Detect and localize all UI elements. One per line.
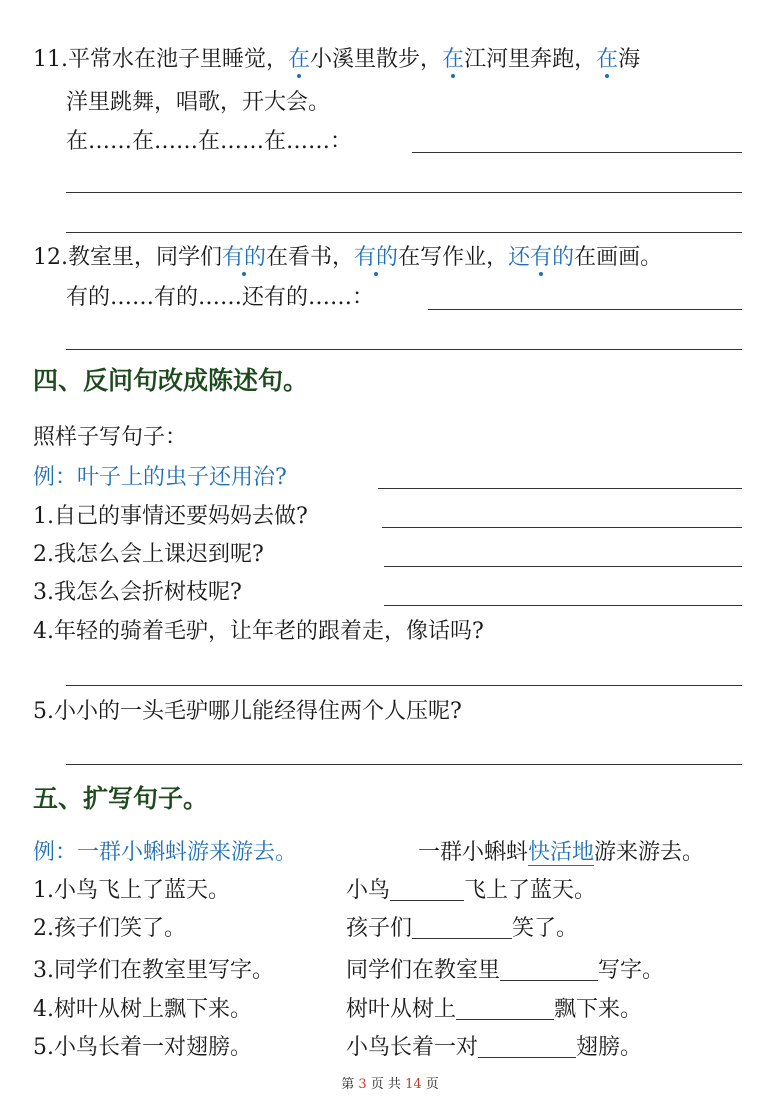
section5-title: 五、扩写句子。 (33, 784, 209, 813)
q11-answer-line-3[interactable] (66, 232, 742, 233)
q11-answer-line-2[interactable] (66, 192, 742, 193)
q11-answer-line-1[interactable] (412, 152, 742, 153)
s5-blank-2[interactable] (412, 916, 512, 939)
example-answer-line[interactable] (378, 488, 742, 489)
s5-item-1-right: 小鸟 飞上了蓝天。 (346, 878, 597, 903)
section5-example-answer: 一群小蝌蚪快活地游来游去。 (418, 840, 705, 865)
s4-answer-line-1[interactable] (382, 527, 742, 528)
s5-item-3-right: 同学们在教室里 写字。 (346, 958, 665, 983)
s5-item-2-left: 2.孩子们笑了。 (33, 916, 186, 941)
s5-blank-5[interactable] (478, 1035, 576, 1058)
s4-item-4: 4.年轻的骑着毛驴，让年老的跟着走，像话吗? (33, 619, 484, 644)
s5-item-4-right: 树叶从树上 飘下来。 (346, 997, 643, 1022)
s5-item-3-left: 3.同学们在教室里写字。 (33, 958, 274, 983)
section4-instruction: 照样子写句子： (33, 425, 188, 450)
page-number: 3 (358, 1077, 367, 1092)
s5-item-1-left: 1.小鸟飞上了蓝天。 (33, 878, 230, 903)
s4-item-2: 2.我怎么会上课迟到呢? (33, 542, 264, 567)
q12-answer-line-2[interactable] (66, 349, 742, 350)
q12-answer-line-1[interactable] (428, 309, 742, 310)
q11-line2: 洋里跳舞，唱歌，开大会。 (66, 90, 331, 115)
page-footer: 第 3 页 共 14 页 (341, 1077, 439, 1092)
q12-pattern: 有的……有的……还有的……： (66, 285, 375, 310)
q11-line1: 11.平常水在池子里睡觉，在小溪里散步，在江河里奔跑，在海 (33, 47, 641, 72)
q12-line1: 12.教室里，同学们有的在看书，有的在写作业，还有的在画画。 (33, 245, 663, 270)
section4-example: 例：叶子上的虫子还用治? (33, 465, 287, 490)
s4-answer-line-3[interactable] (384, 605, 742, 606)
section5-example: 例：一群小蝌蚪游来游去。 (33, 840, 298, 865)
page-total: 14 (405, 1077, 422, 1092)
s5-blank-3[interactable] (500, 958, 598, 981)
s4-answer-line-5[interactable] (66, 764, 742, 765)
s5-item-4-left: 4.树叶从树上飘下来。 (33, 997, 252, 1022)
s5-item-5-right: 小鸟长着一对 翅膀。 (346, 1035, 643, 1060)
section4-title: 四、反问句改成陈述句。 (33, 366, 309, 395)
s5-blank-1[interactable] (390, 878, 464, 901)
q11-pattern: 在……在……在……在……： (66, 129, 353, 154)
s4-item-5: 5.小小的一头毛驴哪儿能经得住两个人压呢? (33, 699, 462, 724)
s4-answer-line-4[interactable] (66, 685, 742, 686)
s4-item-1: 1.自己的事情还要妈妈去做? (33, 504, 308, 529)
s5-item-5-left: 5.小鸟长着一对翅膀。 (33, 1035, 252, 1060)
s5-item-2-right: 孩子们 笑了。 (346, 916, 579, 941)
s4-item-3: 3.我怎么会折树枝呢? (33, 580, 242, 605)
s4-answer-line-2[interactable] (384, 566, 742, 567)
s5-blank-4[interactable] (456, 997, 554, 1020)
